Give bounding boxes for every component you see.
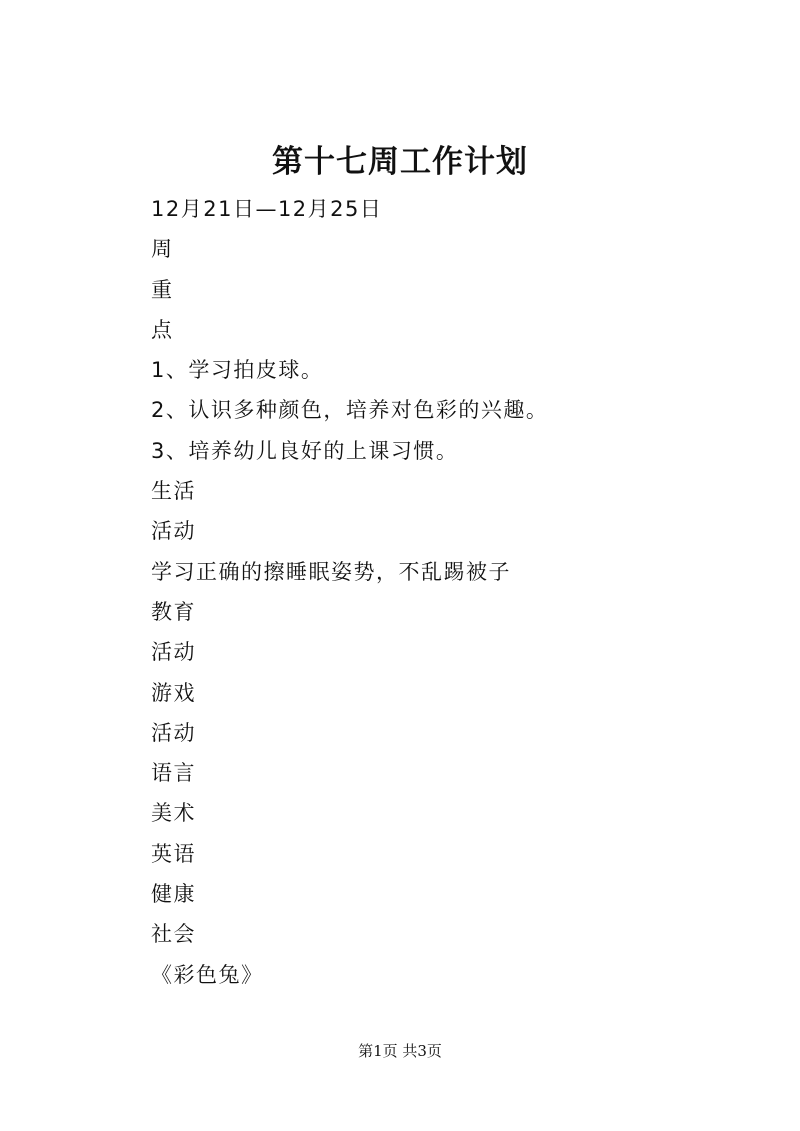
- text-line: 活动: [151, 519, 196, 544]
- goal-item: 3、培养幼儿良好的上课习惯。: [151, 438, 459, 463]
- text-line: 社会: [151, 922, 196, 947]
- text-line: 活动: [151, 640, 196, 665]
- text-line: 活动: [151, 720, 196, 745]
- text-line: 周: [151, 237, 174, 262]
- text-line: 重: [151, 277, 174, 302]
- text-line: 《彩色兔》: [151, 962, 264, 987]
- text-line: 生活: [151, 479, 196, 504]
- goal-item: 2、认识多种颜色，培养对色彩的兴趣。: [151, 398, 549, 423]
- text-line: 教育: [151, 599, 196, 624]
- body-text: [151, 189, 548, 995]
- text-line: 点: [151, 317, 174, 342]
- date-range-line: 12月21日—12月25日: [151, 197, 383, 221]
- page-footer: 第1页 共3页: [358, 1042, 442, 1060]
- text-line: 英语: [151, 841, 196, 866]
- page-title: 第十七周工作计划: [272, 144, 528, 180]
- text-line: 学习正确的擦睡眠姿势，不乱踢被子: [151, 559, 511, 584]
- text-line: 语言: [151, 761, 196, 786]
- goal-item: 1、学习拍皮球。: [151, 358, 324, 383]
- text-line: 健康: [151, 882, 196, 907]
- text-line: 美术: [151, 801, 196, 826]
- text-line: 游戏: [151, 680, 196, 705]
